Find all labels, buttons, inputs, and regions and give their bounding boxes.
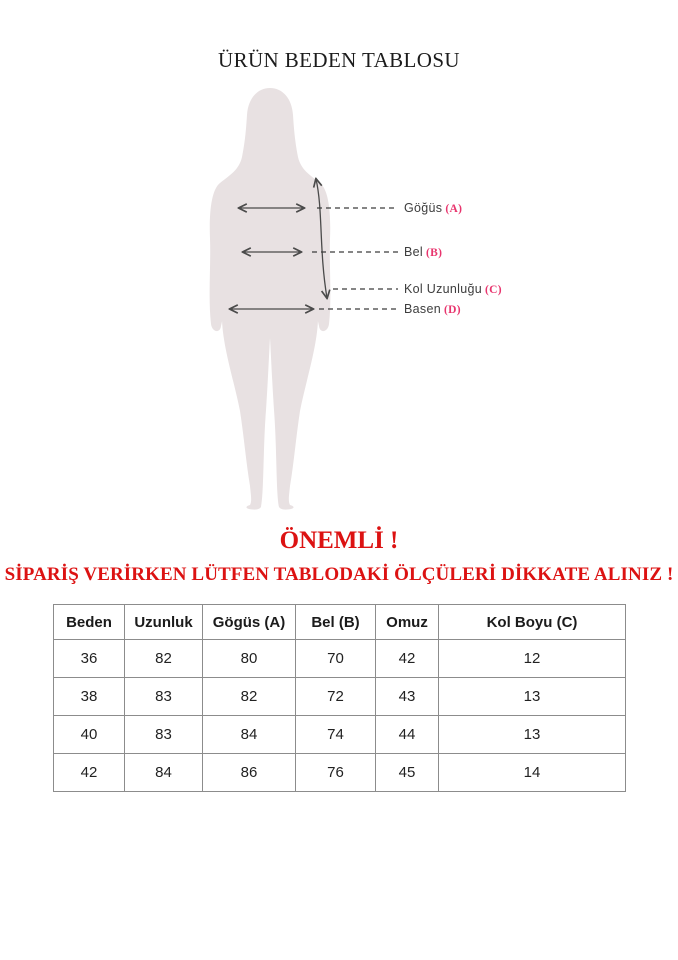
cell-omuz: 45 bbox=[376, 754, 439, 792]
cell-kol-boyu: 13 bbox=[439, 678, 626, 716]
body-measurement-diagram bbox=[100, 80, 570, 525]
label-hip bbox=[404, 302, 461, 316]
cell-uzunluk: 84 bbox=[125, 754, 203, 792]
cell-bel: 74 bbox=[296, 716, 376, 754]
cell-gogus: 80 bbox=[203, 640, 296, 678]
cell-bel: 70 bbox=[296, 640, 376, 678]
cell-uzunluk: 83 bbox=[125, 678, 203, 716]
cell-omuz: 43 bbox=[376, 678, 439, 716]
col-header-kol-boyu: Kol Boyu (C) bbox=[439, 605, 626, 640]
cell-uzunluk: 83 bbox=[125, 716, 203, 754]
label-bust-text: Göğüs bbox=[404, 201, 443, 215]
table-row bbox=[54, 716, 626, 754]
cell-beden: 36 bbox=[54, 640, 125, 678]
cell-gogus: 82 bbox=[203, 678, 296, 716]
cell-bel: 72 bbox=[296, 678, 376, 716]
cell-omuz: 44 bbox=[376, 716, 439, 754]
cell-beden: 38 bbox=[54, 678, 125, 716]
label-hip-code: (D) bbox=[443, 304, 461, 316]
table-row bbox=[54, 678, 626, 716]
label-bust-code: (A) bbox=[445, 203, 463, 215]
cell-kol-boyu: 12 bbox=[439, 640, 626, 678]
col-header-gogus: Gögüs (A) bbox=[203, 605, 296, 640]
female-silhouette-graphic bbox=[100, 80, 410, 525]
cell-kol-boyu: 13 bbox=[439, 716, 626, 754]
size-table-header-row bbox=[54, 605, 626, 640]
cell-omuz: 42 bbox=[376, 640, 439, 678]
label-sleeve-text: Kol Uzunluğu bbox=[404, 282, 482, 296]
col-header-uzunluk: Uzunluk bbox=[125, 605, 203, 640]
cell-uzunluk: 82 bbox=[125, 640, 203, 678]
cell-gogus: 84 bbox=[203, 716, 296, 754]
warning-subheading: SİPARİŞ VERİRKEN LÜTFEN TABLODAKİ ÖLÇÜLERİ DİKKATE ALINIZ ! bbox=[4, 564, 674, 585]
table-row bbox=[54, 754, 626, 792]
body-silhouette-shape bbox=[210, 88, 331, 510]
warning-heading: ÖNEMLİ ! bbox=[279, 527, 399, 554]
table-row bbox=[54, 640, 626, 678]
label-waist-code: (B) bbox=[425, 247, 443, 259]
page-title: ÜRÜN BEDEN TABLOSU bbox=[218, 48, 460, 72]
label-bust bbox=[404, 201, 462, 215]
cell-kol-boyu: 14 bbox=[439, 754, 626, 792]
label-sleeve bbox=[404, 282, 502, 296]
col-header-omuz: Omuz bbox=[376, 605, 439, 640]
label-waist bbox=[404, 245, 442, 259]
label-sleeve-code: (C) bbox=[484, 284, 502, 296]
cell-beden: 42 bbox=[54, 754, 125, 792]
col-header-beden: Beden bbox=[54, 605, 125, 640]
cell-beden: 40 bbox=[54, 716, 125, 754]
cell-bel: 76 bbox=[296, 754, 376, 792]
label-waist-text: Bel bbox=[404, 245, 423, 259]
label-hip-text: Basen bbox=[404, 302, 441, 316]
col-header-bel: Bel (B) bbox=[296, 605, 376, 640]
cell-gogus: 86 bbox=[203, 754, 296, 792]
size-table bbox=[53, 604, 626, 792]
